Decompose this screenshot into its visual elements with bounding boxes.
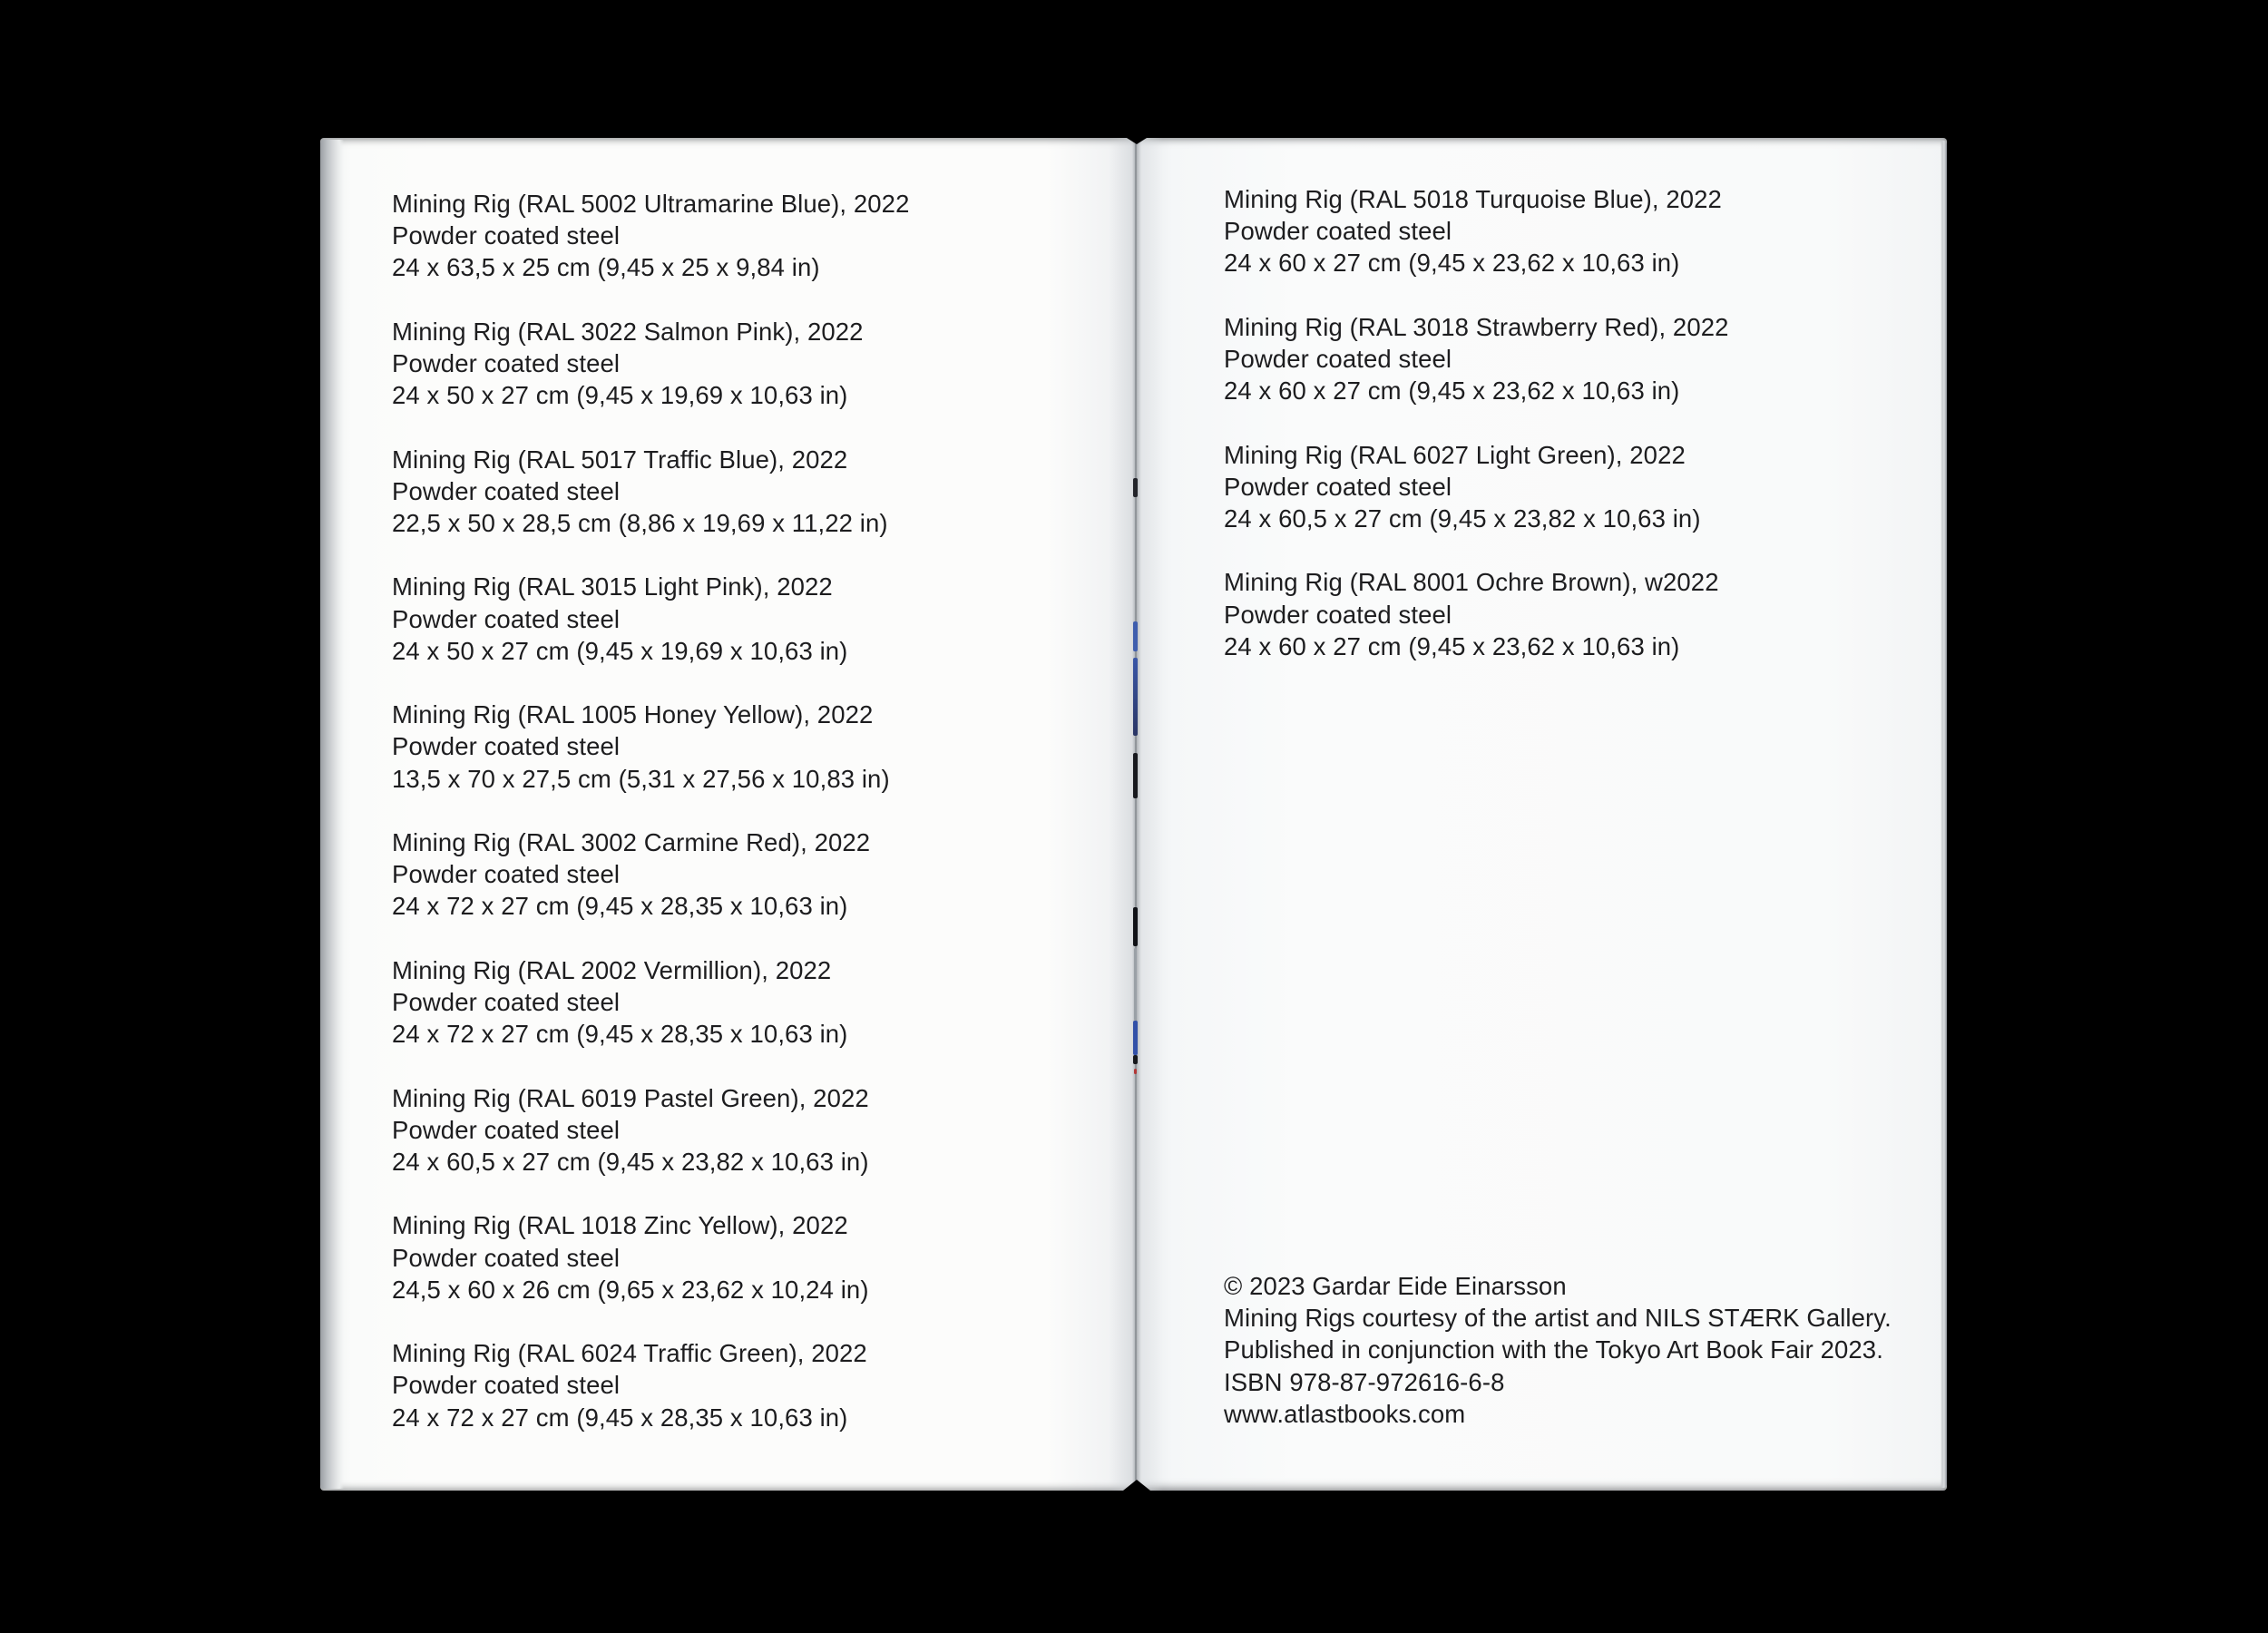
artwork-dimensions: 24 x 60 x 27 cm (9,45 x 23,62 x 10,63 in) xyxy=(1224,249,1680,278)
binding-stitch-blue xyxy=(1133,658,1138,736)
published-line: Published in conjunction with the Tokyo Art Book Fair 2023. xyxy=(1224,1335,1883,1364)
artwork-list-right xyxy=(1224,183,1895,694)
artwork-title: Mining Rig (RAL 1018 Zinc Yellow), 2022 xyxy=(392,1211,848,1240)
artwork-dimensions: 24 x 63,5 x 25 cm (9,45 x 25 x 9,84 in) xyxy=(392,253,820,282)
artwork-title: Mining Rig (RAL 3022 Salmon Pink), 2022 xyxy=(392,317,864,346)
artwork-material: Powder coated steel xyxy=(392,1243,621,1272)
artwork-entry xyxy=(1224,439,1895,535)
artwork-material: Powder coated steel xyxy=(1224,472,1452,501)
artwork-dimensions: 24 x 72 x 27 cm (9,45 x 28,35 x 10,63 in) xyxy=(392,1020,848,1049)
artwork-title: Mining Rig (RAL 5002 Ultramarine Blue), 2022 xyxy=(392,190,910,218)
artwork-material: Powder coated steel xyxy=(392,1115,621,1144)
fore-edge-cover-right xyxy=(1941,141,1947,1488)
artwork-dimensions: 24 x 60 x 27 cm (9,45 x 23,62 x 10,63 in) xyxy=(1224,376,1680,406)
artwork-entry xyxy=(392,188,1063,284)
artwork-entry xyxy=(1224,183,1895,279)
artwork-entry xyxy=(392,571,1063,667)
artwork-material: Powder coated steel xyxy=(392,221,621,250)
binding-stitch-dark xyxy=(1133,478,1138,497)
artwork-dimensions: 24 x 60,5 x 27 cm (9,45 x 23,82 x 10,63 in) xyxy=(1224,504,1701,533)
artwork-material: Powder coated steel xyxy=(392,349,621,377)
artwork-entry xyxy=(392,1209,1063,1305)
left-page xyxy=(320,138,1136,1491)
artwork-title: Mining Rig (RAL 6027 Light Green), 2022 xyxy=(1224,440,1686,469)
artwork-material: Powder coated steel xyxy=(1224,345,1452,373)
colophon xyxy=(1224,1270,1913,1430)
artwork-title: Mining Rig (RAL 3018 Strawberry Red), 2022 xyxy=(1224,312,1729,341)
binding-stitch-dark xyxy=(1133,1055,1138,1064)
binding-stitch-blue xyxy=(1133,621,1138,651)
artwork-dimensions: 24 x 50 x 27 cm (9,45 x 19,69 x 10,63 in) xyxy=(392,381,848,410)
artwork-title: Mining Rig (RAL 6024 Traffic Green), 2022 xyxy=(392,1339,867,1368)
artwork-entry xyxy=(392,444,1063,540)
artwork-dimensions: 24,5 x 60 x 26 cm (9,65 x 23,62 x 10,24 in) xyxy=(392,1275,869,1304)
binding-stitch-red xyxy=(1134,1069,1137,1074)
artwork-material: Powder coated steel xyxy=(392,987,621,1016)
binding-stitch-blue xyxy=(1133,1021,1138,1055)
artwork-title: Mining Rig (RAL 5018 Turquoise Blue), 2022 xyxy=(1224,185,1722,213)
artwork-dimensions: 24 x 72 x 27 cm (9,45 x 28,35 x 10,63 in) xyxy=(392,1403,848,1432)
book-spread xyxy=(320,138,1947,1491)
artwork-material: Powder coated steel xyxy=(1224,600,1452,629)
artwork-entry xyxy=(1224,311,1895,407)
artwork-dimensions: 24 x 60 x 27 cm (9,45 x 23,62 x 10,63 in) xyxy=(1224,631,1680,660)
fore-edge-pages-left xyxy=(320,140,344,1489)
artwork-material: Powder coated steel xyxy=(392,476,621,505)
artwork-dimensions: 22,5 x 50 x 28,5 cm (8,86 x 19,69 x 11,22 in) xyxy=(392,509,888,537)
artwork-material: Powder coated steel xyxy=(392,732,621,761)
artwork-dimensions: 24 x 50 x 27 cm (9,45 x 19,69 x 10,63 in) xyxy=(392,636,848,665)
artwork-material: Powder coated steel xyxy=(392,604,621,633)
artwork-title: Mining Rig (RAL 2002 Vermillion), 2022 xyxy=(392,955,832,984)
artwork-dimensions: 13,5 x 70 x 27,5 cm (5,31 x 27,56 x 10,83 in) xyxy=(392,764,890,793)
courtesy-line: Mining Rigs courtesy of the artist and NILS STÆRK Gallery. xyxy=(1224,1304,1892,1333)
artwork-title: Mining Rig (RAL 8001 Ochre Brown), w2022 xyxy=(1224,568,1719,597)
artwork-entry xyxy=(392,954,1063,1051)
artwork-material: Powder coated steel xyxy=(392,860,621,889)
artwork-title: Mining Rig (RAL 3002 Carmine Red), 2022 xyxy=(392,827,871,856)
artwork-title: Mining Rig (RAL 1005 Honey Yellow), 2022 xyxy=(392,700,874,729)
artwork-material: Powder coated steel xyxy=(1224,217,1452,246)
artwork-title: Mining Rig (RAL 6019 Pastel Green), 2022 xyxy=(392,1083,869,1112)
artwork-entry xyxy=(392,1082,1063,1178)
artwork-list-left xyxy=(392,188,1063,1465)
artwork-entry xyxy=(392,826,1063,923)
artwork-entry xyxy=(392,699,1063,795)
artwork-dimensions: 24 x 60,5 x 27 cm (9,45 x 23,82 x 10,63 in) xyxy=(392,1147,869,1176)
artwork-entry xyxy=(1224,566,1895,662)
copyright-line: © 2023 Gardar Eide Einarsson xyxy=(1224,1272,1567,1300)
artwork-entry xyxy=(392,1337,1063,1433)
gutter-centerline xyxy=(1135,138,1137,1491)
artwork-entry xyxy=(392,316,1063,412)
website-line: www.atlastbooks.com xyxy=(1224,1399,1466,1428)
artwork-title: Mining Rig (RAL 3015 Light Pink), 2022 xyxy=(392,572,833,601)
artwork-material: Powder coated steel xyxy=(392,1371,621,1400)
artwork-dimensions: 24 x 72 x 27 cm (9,45 x 28,35 x 10,63 in) xyxy=(392,892,848,921)
binding-stitch-dark xyxy=(1133,907,1138,946)
right-page xyxy=(1136,138,1947,1491)
binding-stitch-dark xyxy=(1133,753,1138,798)
artwork-title: Mining Rig (RAL 5017 Traffic Blue), 2022 xyxy=(392,445,848,474)
binding-thread-gray xyxy=(1134,948,1137,1021)
isbn-line: ISBN 978-87-972616-6-8 xyxy=(1224,1367,1505,1396)
